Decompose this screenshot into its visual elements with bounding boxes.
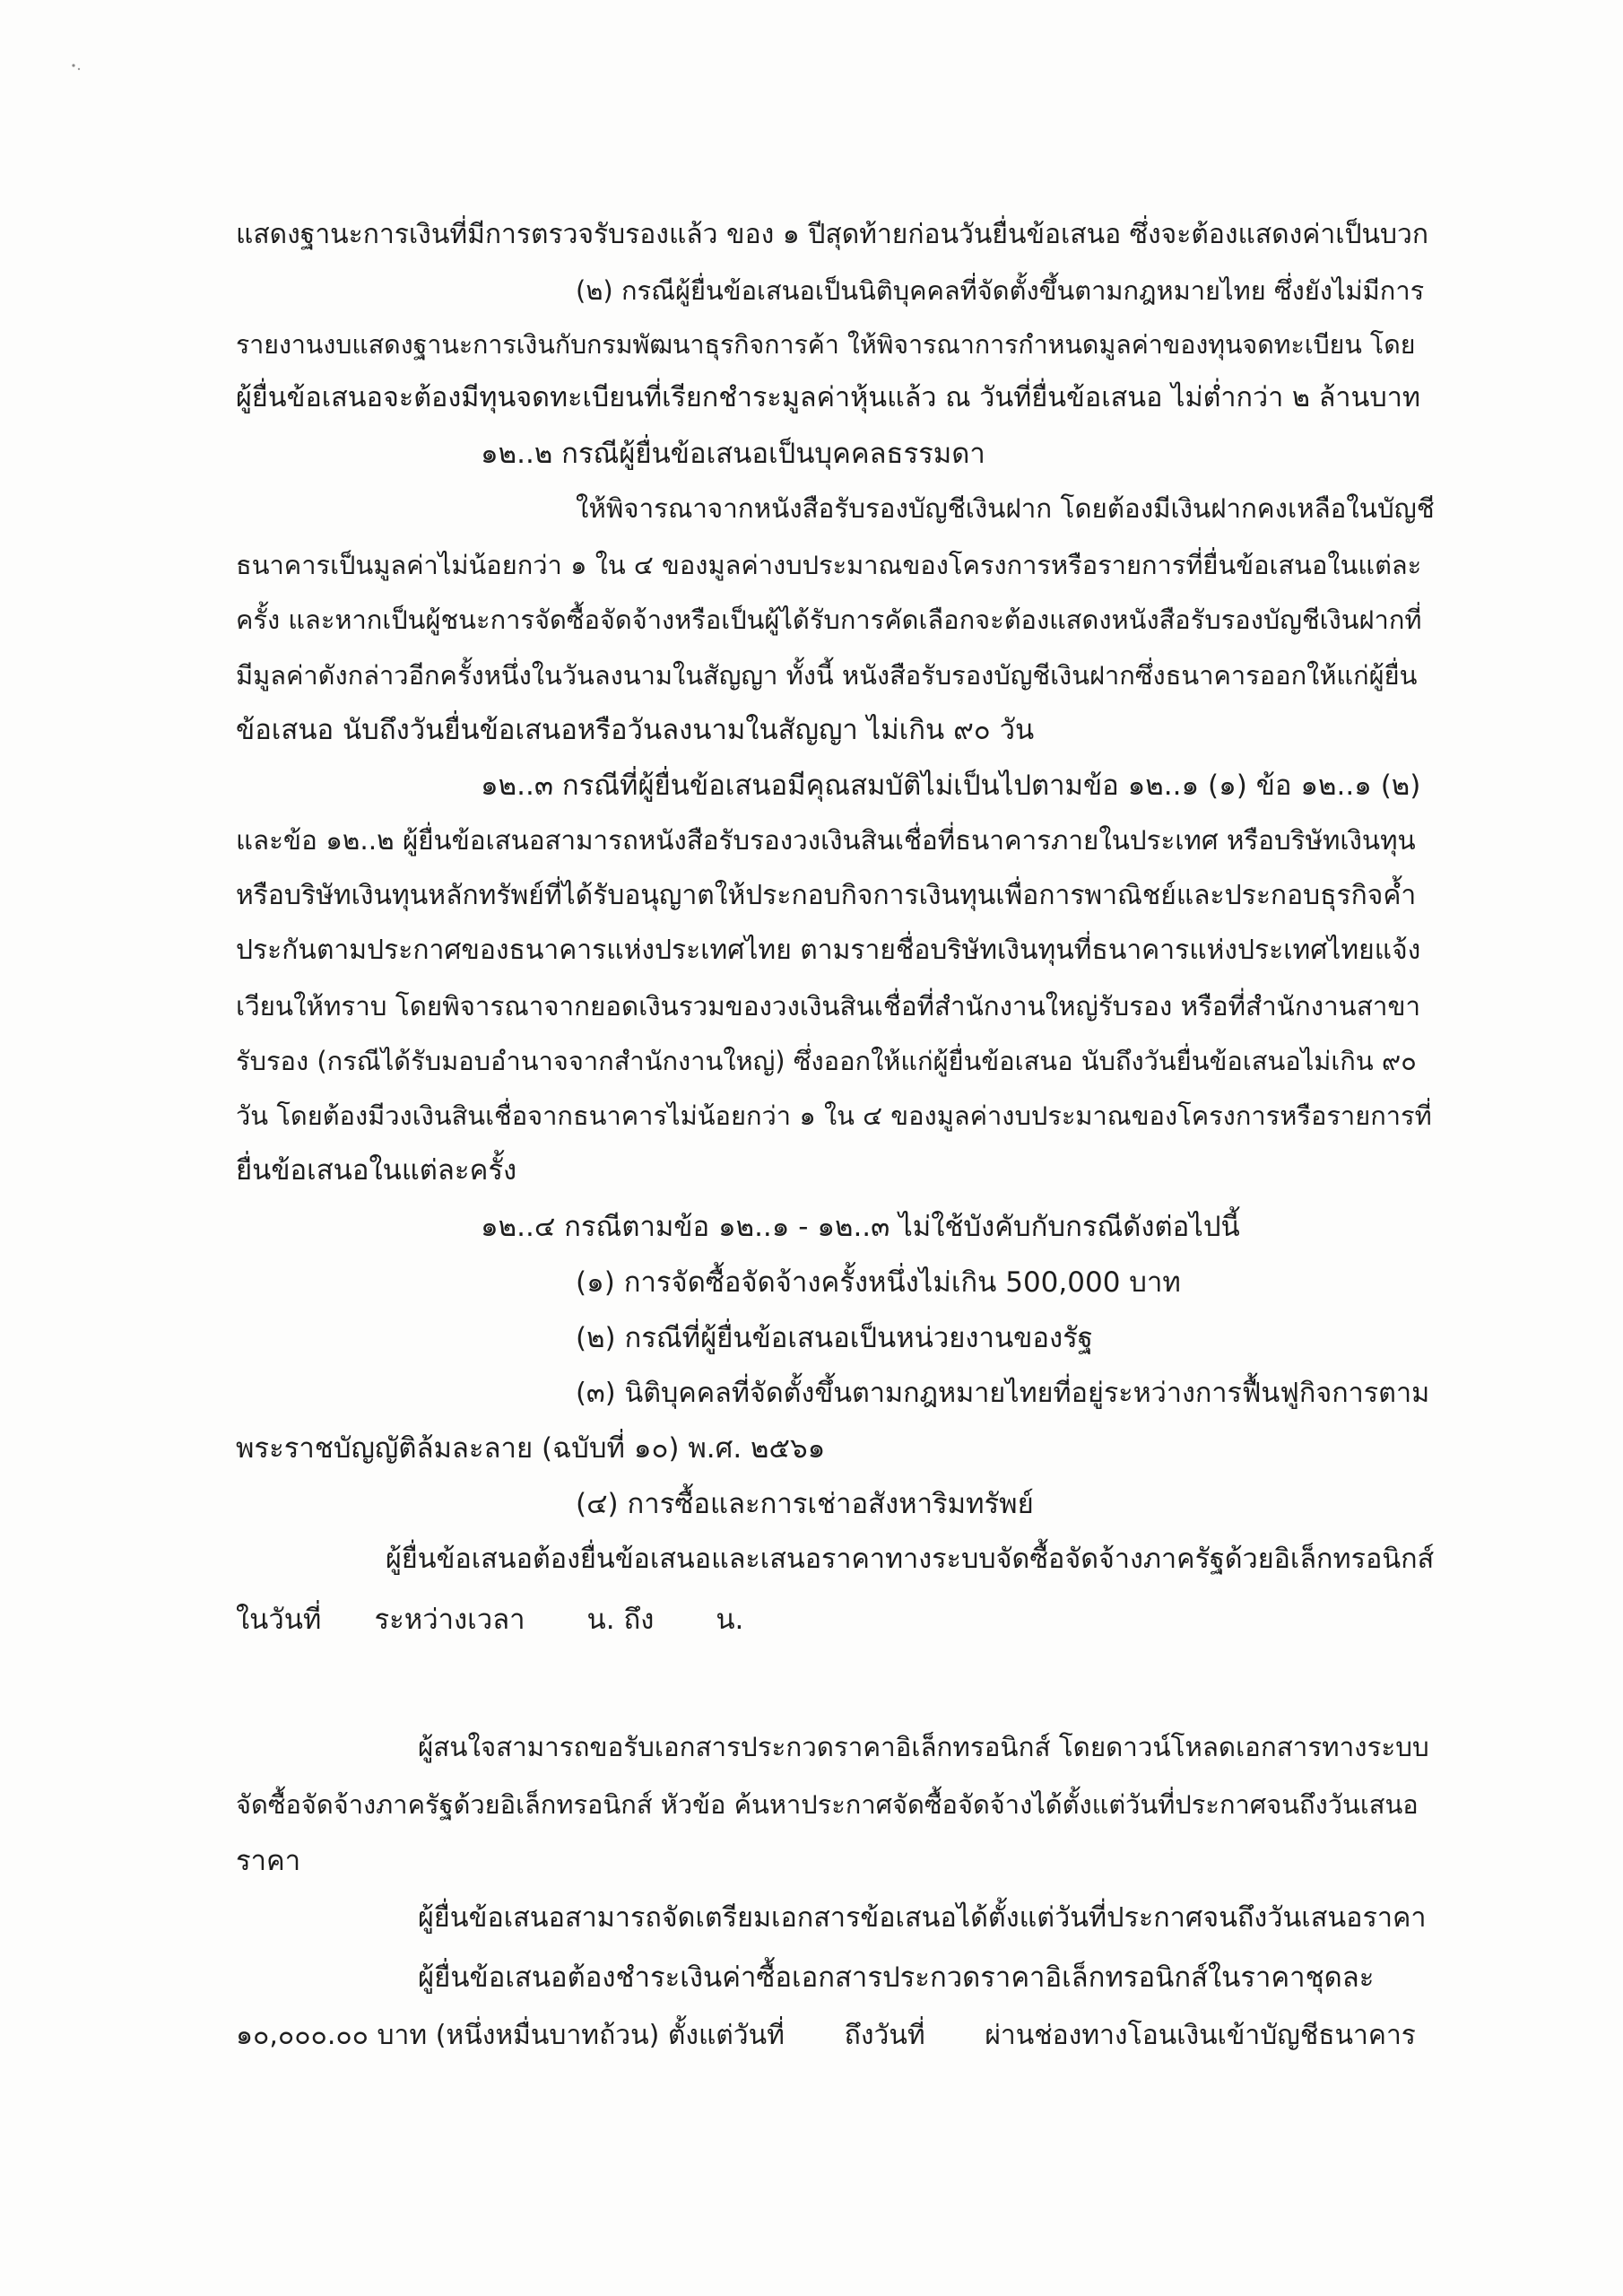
text-line: แสดงฐานะการเงินที่มีการตรวจรับรองแล้ว ของ ๑ ปีสุดท้ายก่อนวันยื่นข้อเสนอ ซึ่งจะต้องแสดงค่าเป็นบวก bbox=[236, 219, 1429, 250]
text-line: รับรอง (กรณีได้รับมอบอำนาจจากสำนักงานใหญ่) ซึ่งออกให้แก่ผู้ยื่นข้อเสนอ นับถึงวันยื่นข้อเสนอไม่เกิน ๙๐ bbox=[236, 1046, 1417, 1076]
text-line: ครั้ง และหากเป็นผู้ชนะการจัดซื้อจัดจ้างหรือเป็นผู้ได้รับการคัดเลือกจะต้องแสดงหนังสือรับรองบัญชีเงินฝากที่ bbox=[236, 604, 1422, 635]
text-line: หรือบริษัทเงินทุนหลักทรัพย์ที่ได้รับอนุญาตให้ประกอบกิจการเงินทุนเพื่อการพาณิชย์และประกอบธุรกิจค้ำ bbox=[236, 880, 1417, 911]
text-line: ให้พิจารณาจากหนังสือรับรองบัญชีเงินฝาก โดยต้องมีเงินฝากคงเหลือในบัญชี bbox=[576, 493, 1435, 524]
text-line: ผู้ยื่นข้อเสนอต้องชำระเงินค่าซื้อเอกสารประกวดราคาอิเล็กทรอนิกส์ในราคาชุดละ bbox=[418, 1961, 1375, 1994]
text-line: ๑๒..๒ กรณีผู้ยื่นข้อเสนอเป็นบุคคลธรรมดา bbox=[481, 438, 985, 470]
text-line: ราคา bbox=[236, 1845, 301, 1877]
text-line: ธนาคารเป็นมูลค่าไม่น้อยกว่า ๑ ใน ๔ ของมูลค่างบประมาณของโครงการหรือรายการที่ยื่นข้อเสนอในแต่ละ bbox=[236, 550, 1422, 580]
text-line: จัดซื้อจัดจ้างภาครัฐด้วยอิเล็กทรอนิกส์ หัวข้อ ค้นหาประกาศจัดซื้อจัดจ้างได้ตั้งแต่วันที่ประกาศจนถึงวันเสนอ bbox=[236, 1789, 1419, 1820]
text-line: พระราชบัญญัติล้มละลาย (ฉบับที่ ๑๐) พ.ศ. ๒๕๖๑ bbox=[236, 1432, 826, 1465]
text-line: (๔) การซื้อและการเช่าอสังหาริมทรัพย์ bbox=[576, 1488, 1034, 1520]
text-line: ๑๐,๐๐๐.๐๐ บาท (หนึ่งหมื่นบาทถ้วน) ตั้งแต่วันที่ ถึงวันที่ ผ่านช่องทางโอนเงินเข้าบัญชีธนาคาร bbox=[236, 2020, 1416, 2051]
text-line: และข้อ ๑๒..๒ ผู้ยื่นข้อเสนอสามารถหนังสือรับรองวงเงินสินเชื่อที่ธนาคารภายในประเทศ หรือบริษัทเงินทุน bbox=[236, 825, 1416, 856]
text-line: (๒) กรณีที่ผู้ยื่นข้อเสนอเป็นหน่วยงานของรัฐ bbox=[576, 1322, 1093, 1354]
text-line: ผู้ยื่นข้อเสนอสามารถจัดเตรียมเอกสารข้อเสนอได้ตั้งแต่วันที่ประกาศจนถึงวันเสนอราคา bbox=[418, 1902, 1427, 1934]
text-line: ยื่นข้อเสนอในแต่ละครั้ง bbox=[236, 1154, 517, 1187]
text-line: ข้อเสนอ นับถึงวันยื่นข้อเสนอหรือวันลงนามในสัญญา ไม่เกิน ๙๐ วัน bbox=[236, 714, 1035, 746]
text-line: ผู้สนใจสามารถขอรับเอกสารประกวดราคาอิเล็กทรอนิกส์ โดยดาวน์โหลดเอกสารทางระบบ bbox=[418, 1732, 1429, 1762]
text-line: ในวันที่ ระหว่างเวลา น. ถึง น. bbox=[236, 1604, 744, 1636]
text-line: วัน โดยต้องมีวงเงินสินเชื่อจากธนาคารไม่น้อยกว่า ๑ ใน ๔ ของมูลค่างบประมาณของโครงการหรือรายการที่ bbox=[236, 1100, 1432, 1131]
text-line: เวียนให้ทราบ โดยพิจารณาจากยอดเงินรวมของวงเงินสินเชื่อที่สำนักงานใหญ่รับรอง หรือที่สำนักงานสาขา bbox=[236, 991, 1421, 1022]
text-line: ประกันตามประกาศของธนาคารแห่งประเทศไทย ตามรายชื่อบริษัทเงินทุนที่ธนาคารแห่งประเทศไทยแจ้ง bbox=[236, 935, 1421, 966]
text-line: ผู้ยื่นข้อเสนอต้องยื่นข้อเสนอและเสนอราคาทางระบบจัดซื้อจัดจ้างภาครัฐด้วยอิเล็กทรอนิกส์ bbox=[386, 1544, 1435, 1575]
scan-specks bbox=[63, 31, 117, 76]
text-line: (๑) การจัดซื้อจัดจ้างครั้งหนึ่งไม่เกิน 500,000 บาท bbox=[576, 1266, 1181, 1299]
text-line: ผู้ยื่นข้อเสนอจะต้องมีทุนจดทะเบียนที่เรียกชำระมูลค่าหุ้นแล้ว ณ วันที่ยื่นข้อเสนอ ไม่ต่ำกว่า ๒ ล้านบาท bbox=[236, 382, 1420, 413]
text-line: มีมูลค่าดังกล่าวอีกครั้งหนึ่งในวันลงนามในสัญญา ทั้งนี้ หนังสือรับรองบัญชีเงินฝากซึ่งธนาคารออกให้แก่ผู้ยื่น bbox=[236, 660, 1418, 691]
text-line: (๓) นิติบุคคลที่จัดตั้งขึ้นตามกฎหมายไทยที่อยู่ระหว่างการฟื้นฟูกิจการตาม bbox=[576, 1378, 1430, 1409]
text-line: ๑๒..๔ กรณีตามข้อ ๑๒..๑ - ๑๒..๓ ไม่ใช้บังคับกับกรณีดังต่อไปนี้ bbox=[481, 1211, 1240, 1243]
text-line: (๒) กรณีผู้ยื่นข้อเสนอเป็นนิติบุคคลที่จัดตั้งขึ้นตามกฎหมายไทย ซึ่งยังไม่มีการ bbox=[576, 275, 1425, 306]
text-line: ๑๒..๓ กรณีที่ผู้ยื่นข้อเสนอมีคุณสมบัติไม่เป็นไปตามข้อ ๑๒..๑ (๑) ข้อ ๑๒..๑ (๒) bbox=[481, 770, 1421, 802]
text-line: รายงานงบแสดงฐานะการเงินกับกรมพัฒนาธุรกิจการค้า ให้พิจารณาการกำหนดมูลค่าของทุนจดทะเบียน โดย bbox=[236, 330, 1416, 360]
